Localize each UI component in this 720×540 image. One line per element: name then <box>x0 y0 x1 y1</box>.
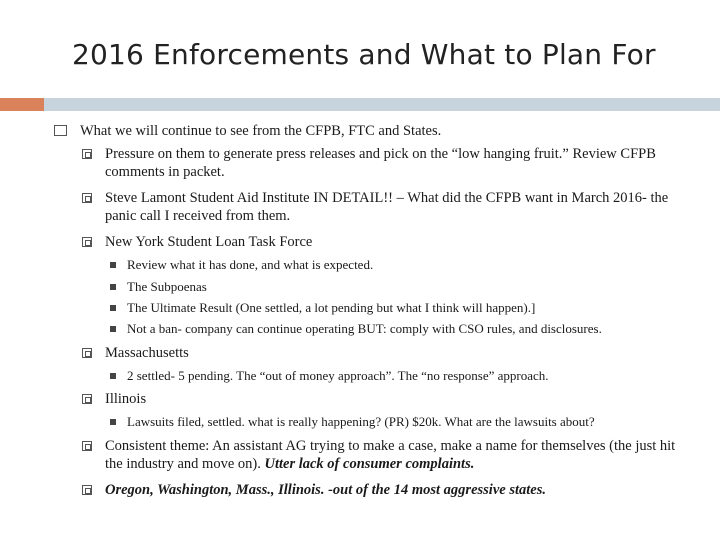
sub-list-item <box>110 321 700 337</box>
list-item <box>82 189 682 225</box>
item-text: Pressure on them to generate press releases and pick on the “low hanging fruit.” Review CFPB comments in packet. <box>105 146 656 180</box>
item-text: Massachusetts <box>105 345 189 361</box>
square-bullet-icon <box>82 348 92 358</box>
sub-list-item <box>110 414 690 430</box>
slide-title: 2016 Enforcements and What to Plan For <box>72 38 656 71</box>
list-item <box>82 344 682 362</box>
sub-item-text: The Subpoenas <box>127 279 207 294</box>
square-bullet-icon <box>110 419 116 425</box>
sub-list-item <box>110 257 690 273</box>
list-item <box>82 233 682 251</box>
title-accent-bar <box>0 98 44 111</box>
sub-item-text: Review what it has done, and what is expected. <box>127 257 374 272</box>
square-bullet-icon <box>82 441 92 451</box>
square-bullet-icon <box>82 237 92 247</box>
square-bullet-icon <box>82 193 92 203</box>
square-bullet-icon <box>110 373 116 379</box>
square-bullet-icon <box>82 394 92 404</box>
square-bullet-icon <box>82 149 92 159</box>
theme-text: Consistent theme: An assistant AG trying to make a case, make a name for themselves (the just hit the industry and move on). <box>105 438 676 472</box>
square-bullet-icon <box>54 125 67 136</box>
list-item <box>54 122 704 140</box>
item-text: Steve Lamont Student Aid Institute IN DETAIL!! – What did the CFPB want in March 2016- the panic call I received from them. <box>105 190 669 224</box>
theme-emphasis: Utter lack of consumer complaints. <box>264 456 475 472</box>
sub-item-text: The Ultimate Result (One settled, a lot pending but what I think will happen).] <box>127 300 536 315</box>
square-bullet-icon <box>110 262 116 268</box>
item-text: New York Student Loan Task Force <box>105 234 313 250</box>
list-item <box>82 481 692 499</box>
states-text: Oregon, Washington, Mass., Illinois. -out of the 14 most aggressive states. <box>105 482 546 498</box>
sub-list-item <box>110 368 690 384</box>
square-bullet-icon <box>110 326 116 332</box>
item-text <box>105 437 690 473</box>
sub-item-text: 2 settled- 5 pending. The “out of money approach”. The “no response” approach. <box>127 368 549 383</box>
sub-item-text: Lawsuits filed, settled. what is really happening? (PR) $20k. What are the lawsuits about? <box>127 414 595 429</box>
square-bullet-icon <box>110 305 116 311</box>
square-bullet-icon <box>82 485 92 495</box>
item-text: Illinois <box>105 391 147 407</box>
sub-list-item <box>110 300 690 316</box>
sub-item-text: Not a ban- company can continue operating BUT: comply with CSO rules, and disclosures. <box>127 321 602 336</box>
list-item <box>82 145 682 181</box>
sub-list-item <box>110 279 690 295</box>
square-bullet-icon <box>110 284 116 290</box>
top-bullet-text: What we will continue to see from the CFPB, FTC and States. <box>80 123 442 139</box>
title-rule-bar <box>44 98 720 111</box>
list-item <box>82 390 682 408</box>
list-item <box>82 437 692 473</box>
